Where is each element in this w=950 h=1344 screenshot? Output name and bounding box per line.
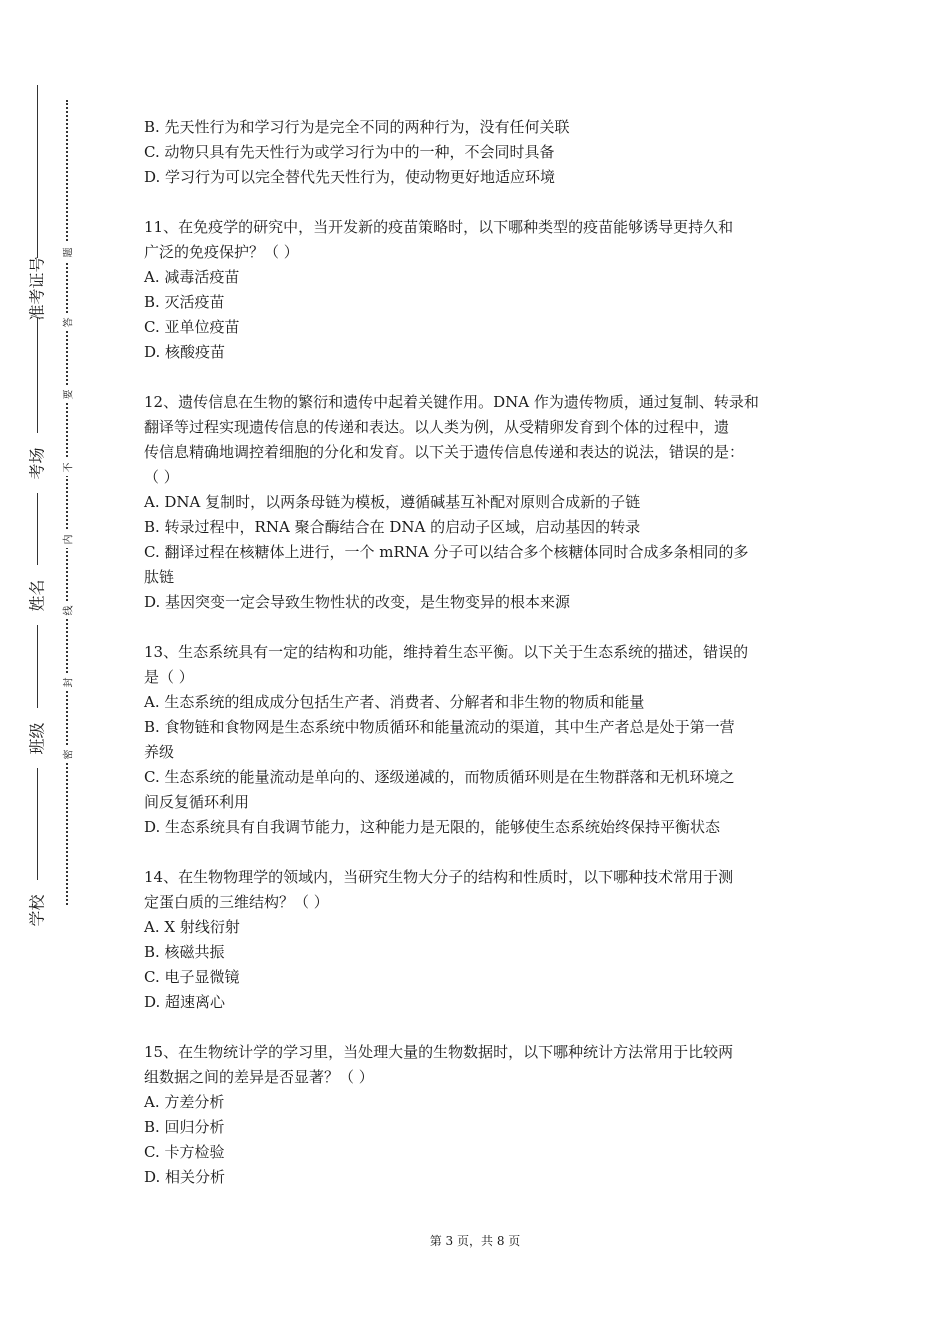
question-stem: 传信息精确地调控着细胞的分化和发育。以下关于遗传信息传递和表达的说法，错误的是： — [144, 443, 745, 461]
question-12 — [144, 390, 824, 615]
option-c: C. 动物只具有先天性行为或学习行为中的一种，不会同时具备 — [144, 143, 555, 161]
binding-solid-line — [37, 85, 38, 925]
question-stem: 是（ ） — [144, 668, 194, 686]
option-b: B. 食物链和食物网是生态系统中物质循环和能量流动的渠道，其中生产者总是处于第一营 — [144, 718, 735, 736]
seal-char: 题 — [58, 243, 76, 261]
question-10-continued — [144, 115, 824, 190]
option-b: B. 灭活疫苗 — [144, 293, 225, 311]
option-d: D. 生态系统具有自我调节能力，这种能力是无限的，能够使生态系统始终保持平衡状态 — [144, 818, 721, 836]
option-d: D. 学习行为可以完全替代先天性行为，使动物更好地适应环境 — [144, 168, 556, 186]
class-label: 班级 — [16, 708, 56, 768]
seal-char: 要 — [58, 385, 76, 403]
question-stem: 12、遗传信息在生物的繁衍和遗传中起着关键作用。DNA 作为遗传物质，通过复制、转录和 — [144, 393, 759, 411]
option-c: C. 电子显微镜 — [144, 968, 240, 986]
seal-char: 封 — [58, 673, 76, 691]
option-b: B. 核磁共振 — [144, 943, 225, 961]
option-a: A. DNA 复制时，以两条母链为模板，遵循碱基互补配对原则合成新的子链 — [144, 493, 641, 511]
seal-char: 内 — [58, 530, 76, 548]
option-a: A. 方差分析 — [144, 1093, 225, 1111]
seal-char: 答 — [58, 313, 76, 331]
page-footer: 第 3 页，共 8 页 — [429, 1234, 521, 1248]
question-15 — [144, 1040, 824, 1190]
option-d: D. 核酸疫苗 — [144, 343, 226, 361]
option-d: D. 相关分析 — [144, 1168, 226, 1186]
option-c: C. 翻译过程在核糖体上进行，一个 mRNA 分子可以结合多个核糖体同时合成多条相同的多 — [144, 543, 749, 561]
name-label: 姓名 — [16, 565, 56, 625]
question-stem: 翻译等过程实现遗传信息的传递和表达。以人类为例，从受精卵发育到个体的过程中，遗 — [144, 418, 730, 436]
question-14 — [144, 865, 824, 1015]
seal-char: 密 — [58, 745, 76, 763]
option-d: D. 基因突变一定会导致生物性状的改变，是生物变异的根本来源 — [144, 593, 571, 611]
question-stem: 15、在生物统计学的学习里，当处理大量的生物数据时，以下哪种统计方法常用于比较两 — [144, 1043, 734, 1061]
question-11 — [144, 215, 824, 365]
question-stem: 组数据之间的差异是否显著？（ ） — [144, 1068, 374, 1086]
exam-number-label: 准考证号 — [16, 258, 56, 318]
option-a: A. 生态系统的组成成分包括生产者、消费者、分解者和非生物的物质和能量 — [144, 693, 645, 711]
option-c: C. 卡方检验 — [144, 1143, 225, 1161]
exam-room-label: 考场 — [16, 433, 56, 493]
option-d: D. 超速离心 — [144, 993, 226, 1011]
option-b: B. 回归分析 — [144, 1118, 225, 1136]
seal-char: 线 — [58, 601, 76, 619]
option-b-continued: 养级 — [144, 743, 175, 761]
option-a: A. X 射线衍射 — [144, 918, 240, 936]
question-stem: 14、在生物物理学的领域内，当研究生物大分子的结构和性质时，以下哪种技术常用于测 — [144, 868, 734, 886]
option-b: B. 转录过程中，RNA 聚合酶结合在 DNA 的启动子区域，启动基因的转录 — [144, 518, 641, 536]
option-b: B. 先天性行为和学习行为是完全不同的两种行为，没有任何关联 — [144, 118, 570, 136]
option-c: C. 亚单位疫苗 — [144, 318, 240, 336]
question-stem: 11、在免疫学的研究中，当开发新的疫苗策略时，以下哪种类型的疫苗能够诱导更持久和 — [144, 218, 734, 236]
option-c-continued: 肽链 — [144, 568, 175, 586]
option-c-continued: 间反复循环利用 — [144, 793, 250, 811]
binding-margin — [0, 0, 100, 1344]
question-stem: 13、生态系统具有一定的结构和功能，维持着生态平衡。以下关于生态系统的描述，错误的 — [144, 643, 749, 661]
question-stem: 定蛋白质的三维结构？（ ） — [144, 893, 329, 911]
seal-char: 不 — [58, 458, 76, 476]
option-c: C. 生态系统的能量流动是单向的、逐级递减的，而物质循环则是在生物群落和无机环境之 — [144, 768, 735, 786]
option-a: A. 减毒活疫苗 — [144, 268, 240, 286]
question-13 — [144, 640, 824, 840]
question-stem: 广泛的免疫保护？（ ） — [144, 243, 299, 261]
question-stem: （ ） — [144, 468, 179, 486]
exam-content — [144, 115, 824, 1190]
binding-dotted-line — [66, 100, 68, 905]
school-label: 学校 — [16, 880, 56, 940]
